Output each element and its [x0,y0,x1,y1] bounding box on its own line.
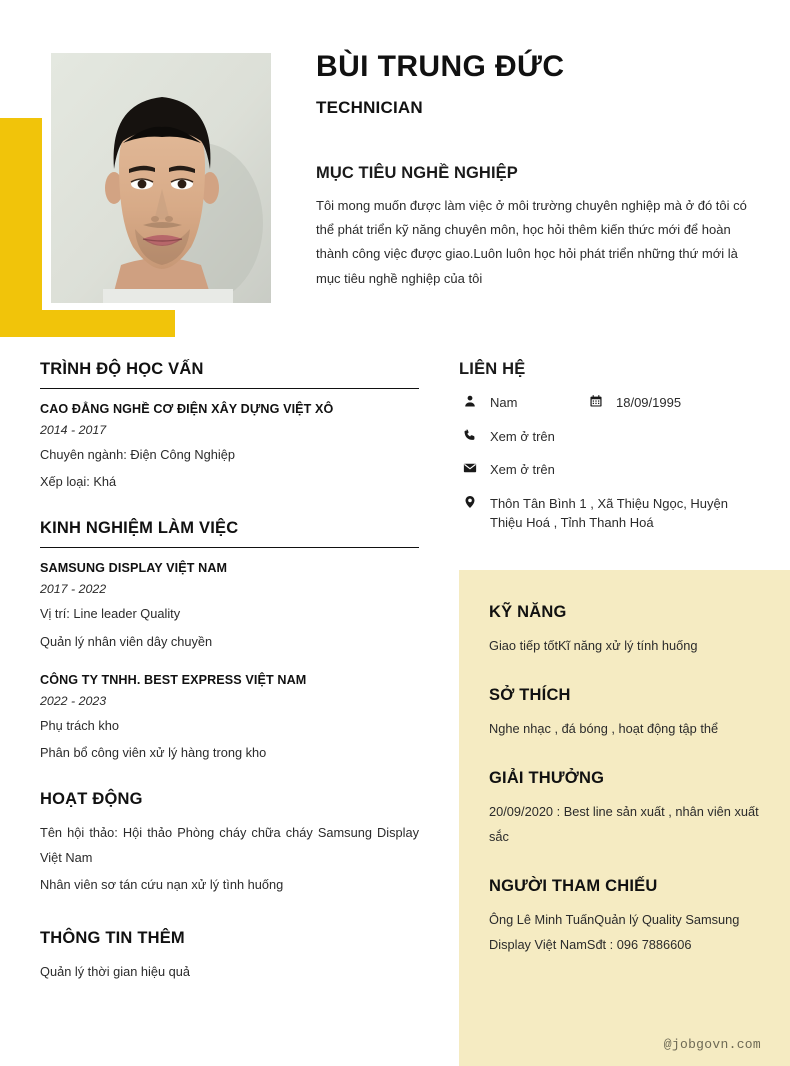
references-heading: NGƯỜI THAM CHIẾU [489,876,658,895]
section-skills [489,603,760,659]
experience-dates: 2022 - 2023 [40,693,107,708]
education-entry [40,402,419,491]
section-references [489,877,760,958]
watermark: @jobgovn.com [663,1037,761,1052]
envelope-icon [459,460,481,475]
awards-heading: GIẢI THƯỞNG [489,768,605,787]
left-column [40,360,419,985]
additional-info-text: Quản lý thời gian hiệu quả [40,963,190,979]
section-education [40,360,419,491]
contact-phone: Xem ở trên [490,428,555,444]
experience-duty: Phân bổ công viên xử lý hàng trong kho [40,744,267,760]
job-title: TECHNICIAN [316,98,423,118]
experience-entry [40,561,419,650]
calendar-icon [585,393,607,408]
experience-company: SAMSUNG DISPLAY VIỆT NAM [40,561,228,576]
phone-icon [459,427,481,442]
location-pin-icon [459,494,481,509]
section-awards [489,769,760,850]
side-panel [459,570,790,1066]
contact-gender: Nam [490,395,518,410]
activities-heading: HOẠT ĐỘNG [40,790,143,809]
education-major: Chuyên ngành: Điện Công Nghiệp [40,447,235,462]
section-activities [40,790,419,898]
cv-header [0,0,790,340]
contact-address: Thôn Tân Bình 1 , Xã Thiệu Ngọc, Huyện Thiệu Hoá , Tỉnh Thanh Hoá [490,495,728,530]
experience-duty: Quản lý nhân viên dây chuyền [40,633,213,649]
experience-entry [40,673,419,762]
objective-text: Tôi mong muốn được làm việc ở môi trường chuyên nghiệp mà ở đó tôi có thể phát triển kỹ năng chuyên môn, học hỏi thêm kiến thức mới để hoàn thành công việc được giao.Luôn luôn học hỏi phát triển những thứ mới là mục tiêu nghề nghiệp của tôi [316,198,747,286]
section-experience [40,519,419,762]
contact-list [459,393,790,533]
contact-birthdate: 18/09/1995 [616,395,682,410]
interests-heading: SỞ THÍCH [489,685,571,704]
contact-row-email [459,460,790,480]
experience-role: Phụ trách kho [40,717,119,733]
skills-heading: KỸ NĂNG [489,603,567,621]
interests-text: Nghe nhạc , đá bóng , hoạt động tập thể [489,720,719,736]
contact-row-gender-birthdate [459,393,790,413]
section-additional-info [40,929,419,985]
activities-line-2: Nhân viên sơ tán cứu nạn xử lý tình huống [40,877,284,893]
activities-line-1: Tên hội thảo: Hội thảo Phòng cháy chữa cháy Samsung Display Việt Nam [40,825,419,866]
person-icon [459,393,481,408]
contact-heading: LIÊN HỆ [459,360,526,378]
profile-photo [51,53,271,303]
right-column [459,360,790,547]
contact-row-phone [459,427,790,447]
experience-role: Vị trí: Line leader Quality [40,606,181,622]
page-title: BÙI TRUNG ĐỨC [316,50,565,83]
objective-heading: MỤC TIÊU NGHỀ NGHIỆP [316,164,518,183]
experience-divider [40,547,419,548]
references-text: Ông Lê Minh TuấnQuản lý Quality Samsung Display Việt NamSđt : 096 7886606 [489,911,740,952]
education-divider [40,388,419,389]
section-interests [489,686,760,742]
contact-email: Xem ở trên [490,462,555,477]
skills-text: Giao tiếp tốtKĩ năng xử lý tính huống [489,638,698,653]
awards-text: 20/09/2020 : Best line sản xuất , nhân viên xuất sắc [489,803,759,844]
additional-info-heading: THÔNG TIN THÊM [40,928,185,947]
contact-row-address [459,494,790,533]
education-school: CAO ĐẲNG NGHỀ CƠ ĐIỆN XÂY DỰNG VIỆT XÔ [40,402,334,416]
experience-heading: KINH NGHIỆM LÀM VIỆC [40,519,239,538]
education-grade: Xếp loại: Khá [40,474,117,490]
education-dates: 2014 - 2017 [40,423,107,437]
experience-company: CÔNG TY TNHH. BEST EXPRESS VIỆT NAM [40,672,307,687]
education-heading: TRÌNH ĐỘ HỌC VẤN [40,360,204,378]
header-text-block [316,49,756,291]
experience-dates: 2017 - 2022 [40,582,107,597]
